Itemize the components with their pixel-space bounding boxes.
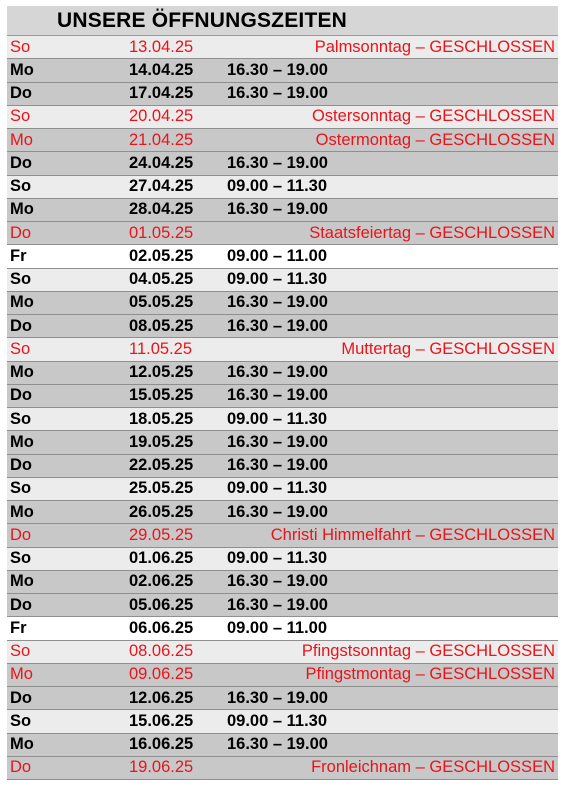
date: 02.05.25 [129, 246, 194, 265]
date: 26.05.25 [129, 502, 194, 521]
opening-time: 09.00 – 11.00 [227, 246, 328, 265]
title-row [7, 6, 558, 36]
opening-time: 09.00 – 11.30 [227, 409, 328, 428]
opening-time: 16.30 – 19.00 [227, 200, 328, 219]
schedule-row [7, 594, 558, 617]
weekday: Mo [10, 363, 34, 382]
closure-note: Christi Himmelfahrt – GESCHLOSSEN [270, 525, 555, 544]
weekday: Do [10, 223, 32, 242]
date: 12.05.25 [129, 363, 194, 382]
date: 19.06.25 [129, 758, 194, 777]
opening-time: 16.30 – 19.00 [227, 316, 328, 335]
weekday: Fr [10, 246, 27, 265]
opening-time: 16.30 – 19.00 [227, 293, 328, 312]
closure-note: Ostermontag – GESCHLOSSEN [315, 130, 555, 149]
weekday: So [10, 711, 32, 730]
schedule-row [7, 548, 558, 571]
weekday: Mo [10, 293, 34, 312]
opening-time: 09.00 – 11.30 [227, 270, 328, 289]
schedule-row [7, 199, 558, 222]
weekday: So [10, 549, 32, 568]
date: 15.06.25 [129, 711, 194, 730]
date: 27.04.25 [129, 177, 194, 196]
schedule-rows [7, 36, 558, 780]
schedule-row-closed [7, 36, 558, 59]
weekday: Mo [10, 60, 34, 79]
date: 12.06.25 [129, 688, 194, 707]
schedule-row [7, 617, 558, 640]
schedule-row [7, 478, 558, 501]
schedule-row [7, 83, 558, 106]
schedule-row [7, 455, 558, 478]
weekday: Do [10, 84, 32, 103]
opening-time: 09.00 – 11.00 [227, 618, 328, 637]
date: 24.04.25 [129, 153, 194, 172]
opening-time: 16.30 – 19.00 [227, 502, 328, 521]
schedule-row-closed [7, 222, 558, 245]
weekday: Mo [10, 200, 34, 219]
weekday: So [10, 177, 32, 196]
closure-note: Muttertag – GESCHLOSSEN [341, 339, 555, 358]
closure-note: Staatsfeiertag – GESCHLOSSEN [309, 223, 555, 242]
date: 08.05.25 [129, 316, 194, 335]
weekday: Mo [10, 502, 34, 521]
weekday: Do [10, 595, 32, 614]
weekday: So [10, 270, 32, 289]
schedule-row [7, 710, 558, 733]
schedule-row [7, 362, 558, 385]
schedule-row [7, 431, 558, 454]
weekday: So [10, 339, 31, 358]
weekday: So [10, 479, 32, 498]
schedule-row [7, 292, 558, 315]
closure-note: Pfingstmontag – GESCHLOSSEN [305, 665, 555, 684]
weekday: Mo [10, 130, 33, 149]
schedule-row-closed [7, 641, 558, 664]
date: 09.06.25 [129, 665, 194, 684]
date: 18.05.25 [129, 409, 194, 428]
opening-time: 16.30 – 19.00 [227, 363, 328, 382]
date: 08.06.25 [129, 642, 194, 661]
schedule-row-closed [7, 757, 558, 780]
closure-note: Fronleichnam – GESCHLOSSEN [311, 758, 555, 777]
opening-time: 09.00 – 11.30 [227, 479, 328, 498]
date: 05.06.25 [129, 595, 194, 614]
page-title: UNSERE ÖFFNUNGSZEITEN [57, 8, 348, 32]
date: 14.04.25 [129, 60, 194, 79]
opening-time: 16.30 – 19.00 [227, 688, 328, 707]
opening-hours-table [7, 6, 558, 780]
date: 19.05.25 [129, 432, 194, 451]
weekday: Do [10, 525, 32, 544]
schedule-row-closed [7, 524, 558, 547]
date: 22.05.25 [129, 456, 194, 475]
opening-time: 16.30 – 19.00 [227, 153, 328, 172]
schedule-row [7, 385, 558, 408]
weekday: So [10, 107, 31, 126]
date: 01.05.25 [129, 223, 194, 242]
opening-time: 16.30 – 19.00 [227, 572, 328, 591]
date: 05.05.25 [129, 293, 194, 312]
opening-time: 09.00 – 11.30 [227, 711, 328, 730]
date: 15.05.25 [129, 386, 194, 405]
schedule-row-closed [7, 338, 558, 361]
date: 04.05.25 [129, 270, 194, 289]
opening-time: 16.30 – 19.00 [227, 595, 328, 614]
schedule-row [7, 501, 558, 524]
opening-time: 16.30 – 19.00 [227, 432, 328, 451]
schedule-row [7, 734, 558, 757]
opening-time: 16.30 – 19.00 [227, 84, 328, 103]
weekday: Fr [10, 618, 27, 637]
weekday: Do [10, 316, 32, 335]
schedule-row [7, 59, 558, 82]
date: 13.04.25 [129, 37, 194, 56]
schedule-row-closed [7, 664, 558, 687]
weekday: So [10, 642, 31, 661]
weekday: Mo [10, 572, 34, 591]
schedule-row [7, 687, 558, 710]
closure-note: Pfingstsonntag – GESCHLOSSEN [301, 642, 555, 661]
opening-time: 09.00 – 11.30 [227, 177, 328, 196]
opening-time: 16.30 – 19.00 [227, 60, 328, 79]
opening-time: 09.00 – 11.30 [227, 549, 328, 568]
date: 25.05.25 [129, 479, 194, 498]
schedule-row [7, 269, 558, 292]
date: 20.04.25 [129, 107, 194, 126]
opening-time: 16.30 – 19.00 [227, 386, 328, 405]
schedule-row-closed [7, 106, 558, 129]
weekday: Do [10, 688, 32, 707]
schedule-row [7, 245, 558, 268]
schedule-row [7, 152, 558, 175]
schedule-row [7, 571, 558, 594]
weekday: Mo [10, 432, 34, 451]
date: 17.04.25 [129, 84, 194, 103]
opening-time: 16.30 – 19.00 [227, 735, 328, 754]
schedule-row [7, 408, 558, 431]
opening-time: 16.30 – 19.00 [227, 456, 328, 475]
schedule-row [7, 176, 558, 199]
weekday: Mo [10, 735, 34, 754]
date: 06.06.25 [129, 618, 194, 637]
weekday: So [10, 409, 32, 428]
date: 16.06.25 [129, 735, 194, 754]
weekday: Do [10, 758, 32, 777]
closure-note: Palmsonntag – GESCHLOSSEN [314, 37, 555, 56]
schedule-row [7, 315, 558, 338]
date: 02.06.25 [129, 572, 194, 591]
weekday: Do [10, 456, 32, 475]
weekday: So [10, 37, 31, 56]
date: 28.04.25 [129, 200, 194, 219]
date: 21.04.25 [129, 130, 194, 149]
weekday: Mo [10, 665, 33, 684]
schedule-row-closed [7, 129, 558, 152]
date: 01.06.25 [129, 549, 194, 568]
date: 29.05.25 [129, 525, 194, 544]
closure-note: Ostersonntag – GESCHLOSSEN [311, 107, 555, 126]
weekday: Do [10, 386, 32, 405]
weekday: Do [10, 153, 32, 172]
date: 11.05.25 [129, 339, 193, 358]
